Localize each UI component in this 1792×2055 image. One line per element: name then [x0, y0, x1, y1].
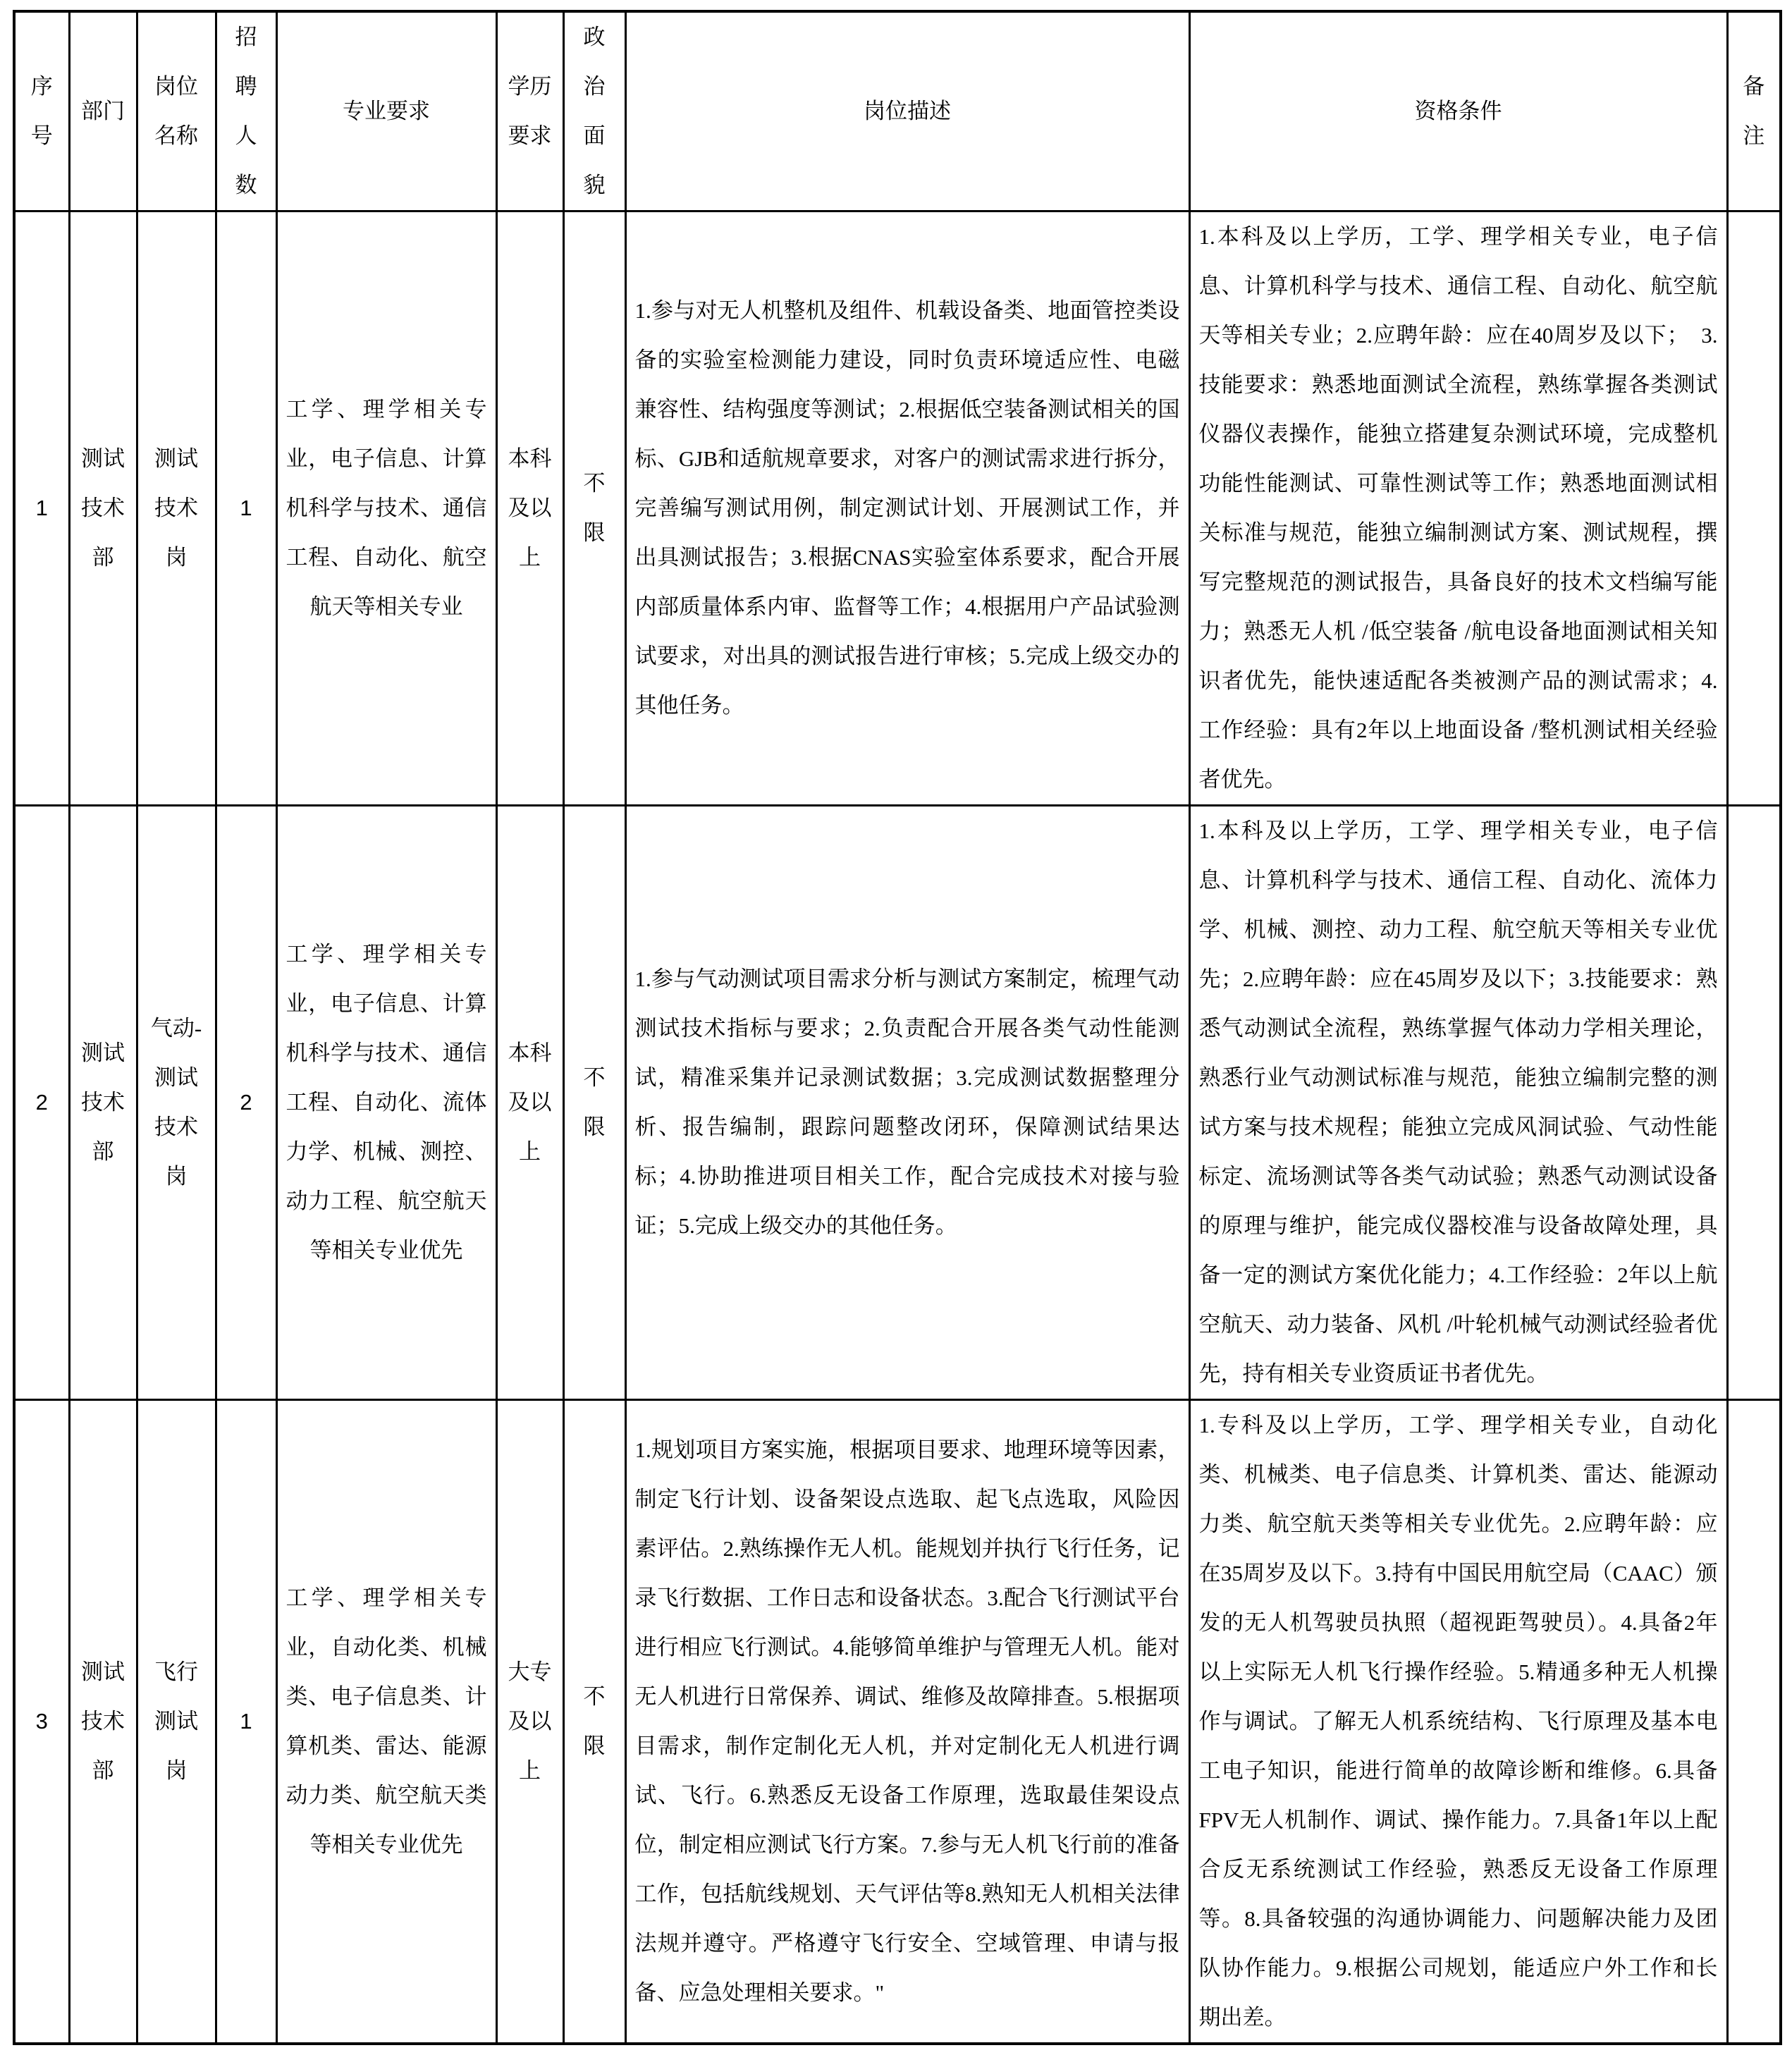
- cell-dept: 测试技术部: [69, 806, 137, 1400]
- header-edu: 学历要求: [496, 11, 563, 211]
- cell-seq: 2: [14, 806, 69, 1400]
- cell-note: [1727, 211, 1781, 806]
- cell-edu: 本科及以上: [496, 806, 563, 1400]
- cell-major: 工学、理学相关专业，电子信息、计算机科学与技术、通信工程、自动化、航空航天等相关专业: [276, 211, 496, 806]
- cell-political: 不限: [563, 1400, 625, 2044]
- header-desc: 岗位描述: [625, 11, 1189, 211]
- recruitment-table: [13, 10, 1782, 2045]
- cell-desc: 1.规划项目方案实施，根据项目要求、地理环境等因素，制定飞行计划、设备架设点选取、起飞点选取，风险因素评估。2.熟练操作无人机。能规划并执行飞行任务，记录飞行数据、工作日志和设备状态。3.配合飞行测试平台进行相应飞行测试。4.能够简单维护与管理无人机。能对无人机进行日常保养、调试、维修及故障排查。5.根据项目需求，制作定制化无人机，并对定制化无人机进行调试、飞行。6.熟悉反无设备工作原理，选取最佳架设点位，制定相应测试飞行方案。7.参与无人机飞行前的准备工作，包括航线规划、天气评估等8.熟知无人机相关法律法规并遵守。严格遵守飞行安全、空域管理、申请与报备、应急处理相关要求。": [625, 1400, 1189, 2044]
- header-seq: 序号: [14, 11, 69, 211]
- cell-qual: 1.专科及以上学历，工学、理学相关专业，自动化类、机械类、电子信息类、计算机类、雷达、能源动力类、航空航天类等相关专业优先。2.应聘年龄：应在35周岁及以下。3.持有中国民用航空局（CAAC）颁发的无人机驾驶员执照（超视距驾驶员）。4.具备2年以上实际无人机飞行操作经验。5.精通多种无人机操作与调试。了解无人机系统结构、飞行原理及基本电工电子知识，能进行简单的故障诊断和维修。6.具备FPV无人机制作、调试、操作能力。7.具备1年以上配合反无系统测试工作经验，熟悉反无设备工作原理等。8.具备较强的沟通协调能力、问题解决能力及团队协作能力。9.根据公司规划，能适应户外工作和长期出差。: [1189, 1400, 1727, 2044]
- cell-major: 工学、理学相关专业，电子信息、计算机科学与技术、通信工程、自动化、流体力学、机械、测控、动力工程、航空航天等相关专业优先: [276, 806, 496, 1400]
- header-dept: 部门: [69, 11, 137, 211]
- header-qual: 资格条件: [1189, 11, 1727, 211]
- cell-edu: 本科及以上: [496, 211, 563, 806]
- cell-major: 工学、理学相关专业，自动化类、机械类、电子信息类、计算机类、雷达、能源动力类、航空航天类等相关专业优先: [276, 1400, 496, 2044]
- cell-dept: 测试技术部: [69, 211, 137, 806]
- cell-title: 测试技术岗: [137, 211, 216, 806]
- cell-count: 1: [216, 211, 276, 806]
- header-count: 招聘人数: [216, 11, 276, 211]
- header-major: 专业要求: [276, 11, 496, 211]
- header-row: [14, 11, 1781, 211]
- table-row: [14, 1400, 1781, 2044]
- header-political: 政治面貌: [563, 11, 625, 211]
- cell-title: 飞行测试岗: [137, 1400, 216, 2044]
- header-note: 备注: [1727, 11, 1781, 211]
- cell-dept: 测试技术部: [69, 1400, 137, 2044]
- cell-note: [1727, 806, 1781, 1400]
- cell-desc: 1.参与对无人机整机及组件、机载设备类、地面管控类设备的实验室检测能力建设，同时负责环境适应性、电磁兼容性、结构强度等测试；2.根据低空装备测试相关的国标、GJB和适航规章要求，对客户的测试需求进行拆分，完善编写测试用例，制定测试计划、开展测试工作，并出具测试报告；3.根据CNAS实验室体系要求，配合开展内部质量体系内审、监督等工作；4.根据用户产品试验测试要求，对出具的测试报告进行审核；5.完成上级交办的其他任务。: [625, 211, 1189, 806]
- cell-count: 2: [216, 806, 276, 1400]
- cell-seq: 1: [14, 211, 69, 806]
- table-row: [14, 211, 1781, 806]
- cell-seq: 3: [14, 1400, 69, 2044]
- cell-political: 不限: [563, 806, 625, 1400]
- cell-desc: 1.参与气动测试项目需求分析与测试方案制定，梳理气动测试技术指标与要求；2.负责配合开展各类气动性能测试，精准采集并记录测试数据；3.完成测试数据整理分析、报告编制，跟踪问题整改闭环，保障测试结果达标；4.协助推进项目相关工作，配合完成技术对接与验证；5.完成上级交办的其他任务。: [625, 806, 1189, 1400]
- table-row: [14, 806, 1781, 1400]
- cell-political: 不限: [563, 211, 625, 806]
- cell-qual: 1.本科及以上学历，工学、理学相关专业，电子信息、计算机科学与技术、通信工程、自动化、流体力学、机械、测控、动力工程、航空航天等相关专业优先；2.应聘年龄：应在45周岁及以下；3.技能要求：熟悉气动测试全流程，熟练掌握气体动力学相关理论，熟悉行业气动测试标准与规范，能独立编制完整的测试方案与技术规程；能独立完成风洞试验、气动性能标定、流场测试等各类气动试验；熟悉气动测试设备的原理与维护，能完成仪器校准与设备故障处理，具备一定的测试方案优化能力；4.工作经验：2年以上航空航天、动力装备、风机 /叶轮机械气动测试经验者优先，持有相关专业资质证书者优先。: [1189, 806, 1727, 1400]
- cell-count: 1: [216, 1400, 276, 2044]
- header-title: 岗位名称: [137, 11, 216, 211]
- cell-qual: 1.本科及以上学历，工学、理学相关专业，电子信息、计算机科学与技术、通信工程、自动化、航空航天等相关专业；2.应聘年龄：应在40周岁及以下； 3.技能要求：熟悉地面测试全流程，熟练掌握各类测试仪器仪表操作，能独立搭建复杂测试环境，完成整机功能性能测试、可靠性测试等工作；熟悉地面测试相关标准与规范，能独立编制测试方案、测试规程，撰写完整规范的测试报告，具备良好的技术文档编写能力；熟悉无人机 /低空装备 /航电设备地面测试相关知识者优先，能快速适配各类被测产品的测试需求；4.工作经验：具有2年以上地面设备 /整机测试相关经验者优先。: [1189, 211, 1727, 806]
- cell-note: [1727, 1400, 1781, 2044]
- cell-edu: 大专及以上: [496, 1400, 563, 2044]
- cell-title: 气动-测试技术岗: [137, 806, 216, 1400]
